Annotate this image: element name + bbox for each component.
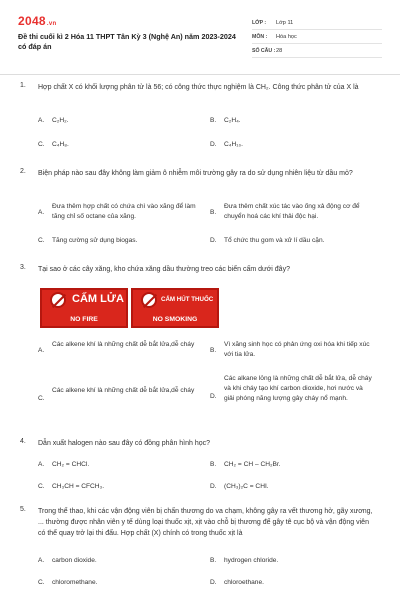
meta-value: 28 — [276, 47, 283, 54]
option-letter: B. — [210, 209, 217, 216]
option-text: carbon dioxide. — [52, 557, 97, 564]
option-text: Tổ chức thu gom và xử lí dầu cặn. — [224, 237, 325, 244]
option-letter: C. — [38, 395, 45, 402]
question-5 — [20, 506, 380, 596]
option-text: CH₂ = CH – CH₂Br. — [224, 461, 281, 468]
sign-top-text: CẤM HÚT THUỐC — [161, 296, 214, 303]
warning-signs — [40, 288, 220, 330]
sign-bottom-text: NO FIRE — [70, 316, 98, 323]
meta-row-count — [252, 44, 382, 58]
meta-table — [252, 16, 382, 58]
option-text: Các alkene khí là những chất dễ bắt lửa,dễ cháy — [52, 387, 195, 394]
sign-bottom-text: NO SMOKING — [152, 316, 198, 323]
option-letter: C. — [38, 483, 45, 490]
header — [18, 14, 382, 70]
option-letter: D. — [210, 237, 217, 244]
option-letter: B. — [210, 557, 217, 564]
option-text: Các alkane lỏng là những chất dễ bắt lửa, dễ cháy và khi cháy tạo khí carbon dioxide, hơi nước và giải phóng năng lượng gây cháy nổ mạnh. — [224, 375, 372, 402]
divider — [0, 74, 400, 75]
sign-top-text: CẤM LỬA — [72, 293, 124, 305]
option-letter: C. — [38, 237, 45, 244]
option-text: C₂H₄. — [224, 117, 241, 124]
no-smoking-sign — [131, 288, 219, 328]
meta-label: MÔN : — [252, 33, 268, 40]
option-text: C₄H₁₀. — [224, 141, 244, 148]
logo-suffix: .vn — [46, 21, 57, 27]
option-letter: B. — [210, 461, 217, 468]
question-number: 1. — [20, 82, 26, 89]
option-letter: A. — [38, 209, 45, 216]
option-letter: C. — [38, 579, 45, 586]
question-number: 3. — [20, 264, 26, 271]
option-letter: B. — [210, 117, 217, 124]
option-text: Đưa thêm chất xúc tác vào ống xả động cơ để chuyển hoá các khí thải độc hại. — [224, 203, 360, 220]
option-text: C₂H₂. — [52, 117, 69, 124]
question-text: Hợp chất X có khối lượng phân tử là 56; có công thức thực nghiệm là CH₂. Công thức phân tử của X là — [38, 84, 359, 91]
meta-row-class — [252, 16, 382, 30]
meta-value: Hóa học — [276, 33, 297, 40]
question-text: Biện pháp nào sau đây không làm giảm ô nhiễm môi trường gây ra do sử dụng nhiên liệu từ dầu mỏ? — [38, 170, 353, 177]
option-letter: D. — [210, 141, 217, 148]
meta-row-subject — [252, 30, 382, 44]
no-fire-icon — [50, 292, 66, 308]
option-text: (CH₃)₂C = CHI. — [224, 483, 269, 490]
meta-value: Lớp 11 — [276, 19, 294, 26]
option-text: Đưa thêm hợp chất có chứa chì vào xăng để làm tăng chỉ số octane của xăng. — [52, 203, 196, 220]
question-number: 4. — [20, 438, 26, 445]
option-text: Tăng cường sử dụng biogas. — [52, 237, 138, 244]
site-logo[interactable] — [18, 14, 56, 28]
question-text: Dẫn xuất halogen nào sau đây có đồng phân hình học? — [38, 440, 211, 447]
no-smoking-icon — [141, 292, 157, 308]
option-text: chloroethane. — [224, 579, 264, 586]
option-letter: D. — [210, 579, 217, 586]
option-text: hydrogen chloride. — [224, 557, 279, 564]
option-text: CH₂ = CHCl. — [52, 461, 90, 468]
meta-label: LỚP : — [252, 19, 267, 26]
question-number: 5. — [20, 506, 26, 513]
question-4 — [20, 438, 380, 498]
question-2 — [20, 168, 380, 258]
no-fire-sign — [40, 288, 128, 328]
option-letter: A. — [38, 557, 45, 564]
question-text: Trong thể thao, khi các vận động viên bị chấn thương do va chạm, không gây ra vết thương hở, gãy xương, ... thường được nhân viên y tế dùng loại thuốc xịt, xịt vào chỗ bị thương để gây tê cục bộ và vận động viên có thể quay trở lại thi đấu. Hợp chất (X) chính có trong thuốc xịt là — [38, 508, 373, 537]
option-letter: B. — [210, 347, 217, 354]
option-text: C₄H₈. — [52, 141, 69, 148]
option-letter: C. — [38, 141, 45, 148]
option-text: chloromethane. — [52, 579, 98, 586]
option-letter: D. — [210, 483, 217, 490]
option-text: CH₃CH = CFCH₃. — [52, 483, 105, 490]
question-number: 2. — [20, 168, 26, 175]
option-text: Vì xăng sinh học có phản ứng oxi hóa khi tiếp xúc với tia lửa. — [224, 341, 370, 358]
logo-text: 2048 — [18, 14, 46, 28]
option-letter: A. — [38, 117, 45, 124]
question-text: Tại sao ở các cây xăng, kho chứa xăng dầu thường treo các biển cấm dưới đây? — [38, 266, 290, 273]
option-letter: A. — [38, 461, 45, 468]
option-letter: A. — [38, 347, 45, 354]
option-letter: D. — [210, 393, 217, 400]
meta-label: SỐ CÂU : — [252, 47, 276, 54]
document-title: Đề thi cuối kì 2 Hóa 11 THPT Tân Kỳ 3 (Nghệ An) năm 2023-2024 có đáp án — [18, 32, 236, 51]
option-text: Các alkene khí là những chất dễ bắt lửa,dễ cháy — [52, 341, 195, 348]
question-1 — [20, 82, 380, 162]
